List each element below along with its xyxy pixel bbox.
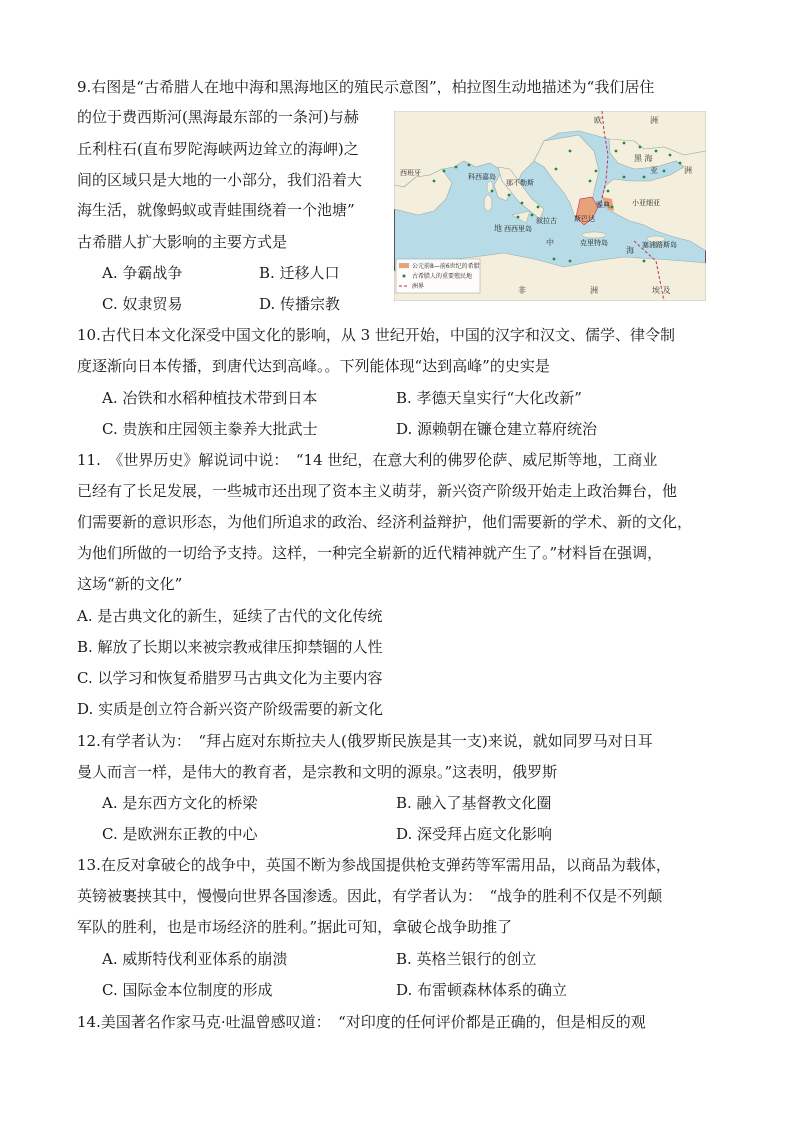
colony-dot bbox=[569, 260, 572, 263]
q11-option-d[interactable]: D. 实质是创立符合新兴资产阶级需要的新文化 bbox=[77, 700, 384, 718]
q13-stem-line: 13.在反对拿破仑的战争中，英国不断为参战国提供枪支弹药等军需用品，以商品为载体， bbox=[77, 856, 671, 874]
greek-colonization-map bbox=[394, 111, 706, 301]
crete-island bbox=[582, 232, 606, 238]
q9-stem-line: 的位于费西斯河(黑海最东部的一条河)与赫 bbox=[77, 108, 359, 126]
map-label-corsica: 科西嘉岛 bbox=[468, 173, 496, 181]
map-label-asia-minor: 小亚细亚 bbox=[632, 199, 660, 207]
q11-stem-line: 已经有了长足发展，一些城市还出现了资本主义萌芽，新兴资产阶级开始走上政治舞台，他 bbox=[77, 482, 678, 500]
colony-dot bbox=[607, 190, 610, 193]
legend-swatch-colony bbox=[403, 275, 406, 278]
colony-dot bbox=[468, 164, 471, 167]
map-label-syracuse: 叙拉古 bbox=[536, 217, 557, 225]
colony-dot bbox=[553, 258, 556, 261]
legend-swatch-greece bbox=[399, 263, 409, 268]
q10-option-b[interactable]: B. 孝德天皇实行“大化改新” bbox=[396, 389, 582, 407]
colony-dot bbox=[443, 170, 446, 173]
q12-option-c[interactable]: C. 是欧洲东正教的中心 bbox=[102, 825, 258, 843]
map-label-cyprus: 塞浦路斯岛 bbox=[642, 241, 677, 249]
colony-dot bbox=[623, 142, 626, 145]
colony-dot bbox=[569, 150, 572, 153]
colony-dot bbox=[663, 170, 666, 173]
colony-dot bbox=[615, 150, 618, 153]
colony-dot bbox=[589, 180, 592, 183]
q13-option-c[interactable]: C. 国际金本位制度的形成 bbox=[102, 981, 273, 999]
q13-stem-line: 军队的胜利，也是市场经济的胜利。”据此可知，拿破仑战争助推了 bbox=[77, 918, 513, 936]
colony-dot bbox=[555, 168, 558, 171]
colony-dot bbox=[611, 206, 614, 209]
q9-option-d[interactable]: D. 传播宗教 bbox=[259, 295, 341, 313]
q11-option-b[interactable]: B. 解放了长期以来被宗教戒律压抑禁锢的人性 bbox=[77, 638, 383, 656]
colony-dot bbox=[433, 180, 436, 183]
q10-stem-line: 10.古代日本文化深受中国文化的影响，从 3 世纪开始，中国的汉字和汉文、儒学、律令制 bbox=[77, 326, 675, 344]
map-region-africa: 非 bbox=[518, 286, 526, 295]
q10-option-d[interactable]: D. 源赖朝在镰仓建立幕府统治 bbox=[396, 420, 598, 438]
colony-dot bbox=[679, 162, 682, 165]
colony-dot bbox=[669, 154, 672, 157]
colony-dot bbox=[491, 190, 494, 193]
colony-dot bbox=[643, 260, 646, 263]
map-region-europe: 欧 bbox=[594, 116, 602, 125]
map-region-asia: 洲 bbox=[684, 166, 692, 175]
legend-label-border: 洲界 bbox=[412, 283, 425, 290]
colony-dot bbox=[595, 170, 598, 173]
q10-stem-line: 度逐渐向日本传播，到唐代达到高峰。。下列能体现“达到高峰”的史实是 bbox=[77, 357, 550, 375]
q9-stem-line: 间的区域只是大地的一小部分，我们沿着大 bbox=[77, 171, 363, 189]
q12-option-b[interactable]: B. 融入了基督教文化圈 bbox=[396, 794, 552, 812]
q13-stem-line: 英镑被裹挟其中，慢慢向世界各国渗透。因此，有学者认为： “战争的胜利不仅是不列颠 bbox=[77, 887, 663, 905]
colony-dot bbox=[537, 206, 540, 209]
q9-stem-line: 海生活，就像蚂蚁或青蛙围绕着一个池塘” bbox=[77, 201, 355, 219]
colony-dot bbox=[455, 166, 458, 169]
map-label-crete: 克里特岛 bbox=[580, 239, 608, 247]
map-region-asia: 亚 bbox=[650, 166, 658, 175]
q9-stem-line: 丘利柱石(直布罗陀海峡两边耸立的海岬)之 bbox=[77, 140, 359, 158]
colony-dot bbox=[521, 202, 524, 205]
map-legend bbox=[396, 259, 480, 293]
q11-stem-line: 11. 《世界历史》解说词中说： “14 世纪，在意大利的佛罗伦萨、威尼斯等地，工商业 bbox=[77, 451, 658, 469]
map-region-egypt: 埃 及 bbox=[652, 286, 671, 295]
colony-dot bbox=[517, 216, 520, 219]
map-region-mediterranean: 海 bbox=[626, 246, 634, 255]
q9-stem-line: 古希腊人扩大影响的主要方式是 bbox=[77, 233, 288, 251]
q11-stem-line: 为他们所做的一切给予支持。这样，一种完全崭新的近代精神就产生了。”材料旨在强调， bbox=[77, 544, 663, 562]
q11-stem-line: 们需要新的意识形态，为他们所追求的政治、经济利益辩护，他们需要新的学术、新的文化， bbox=[77, 513, 693, 531]
q9-stem-line: 9.右图是“古希腊人在地中海和黑海地区的殖民示意图”，柏拉图生动地描述为“我们居住 bbox=[77, 78, 655, 96]
colony-dot bbox=[639, 146, 642, 149]
q10-option-c[interactable]: C. 贵族和庄园领主豢养大批武士 bbox=[102, 420, 318, 438]
q11-option-a[interactable]: A. 是古典文化的新生，延续了古代的文化传统 bbox=[77, 607, 383, 625]
q9-option-c[interactable]: C. 奴隶贸易 bbox=[102, 295, 183, 313]
map-region-africa: 洲 bbox=[590, 286, 598, 295]
map-label-athens: 雅典 bbox=[596, 201, 610, 209]
colony-dot bbox=[643, 176, 646, 179]
map-region-black-sea: 黑 海 bbox=[634, 154, 653, 163]
q11-option-c[interactable]: C. 以学习和恢复希腊罗马古典文化为主要内容 bbox=[77, 669, 383, 687]
legend-label-greece: 公元前8—前6世纪的希腊 bbox=[412, 263, 480, 270]
colony-dot bbox=[508, 194, 511, 197]
map-label-spain: 西班牙 bbox=[400, 169, 421, 177]
q11-stem-line: 这场“新的文化” bbox=[77, 575, 183, 593]
q10-option-a[interactable]: A. 冶铁和水稻种植技术带到日本 bbox=[102, 389, 318, 407]
q12-option-a[interactable]: A. 是东西方文化的桥梁 bbox=[102, 794, 258, 812]
sardinia-island bbox=[484, 195, 492, 211]
q13-option-d[interactable]: D. 布雷顿森林体系的确立 bbox=[396, 981, 568, 999]
map-label-naples: 那不勒斯 bbox=[506, 179, 534, 187]
q14-stem-line: 14.美国著名作家马克·吐温曾感叹道： “对印度的任何评价都是正确的，但是相反的观 bbox=[77, 1013, 646, 1031]
q12-stem-line: 12.有学者认为： “拜占庭对东斯拉夫人(俄罗斯民族是其一支)来说，就如同罗马对日耳 bbox=[77, 732, 653, 750]
q13-option-b[interactable]: B. 英格兰银行的创立 bbox=[396, 950, 537, 968]
colony-dot bbox=[531, 214, 534, 217]
map-region-mediterranean: 地 bbox=[494, 224, 502, 233]
colony-dot bbox=[623, 176, 626, 179]
map-label-sparta: 斯巴达 bbox=[574, 215, 595, 223]
map-region-mediterranean: 中 bbox=[546, 238, 554, 247]
q9-option-a[interactable]: A. 争霸战争 bbox=[102, 264, 183, 282]
colony-dot bbox=[655, 150, 658, 153]
q12-stem-line: 曼人而言一样，是伟大的教育者，是宗教和文明的源泉。”这表明，俄罗斯 bbox=[77, 763, 558, 781]
map-region-europe: 洲 bbox=[650, 116, 658, 125]
legend-label-colony: 古希腊人的重要殖民地 bbox=[412, 273, 473, 280]
q9-option-b[interactable]: B. 迁移人口 bbox=[259, 264, 340, 282]
q13-option-a[interactable]: A. 威斯特伐利亚体系的崩溃 bbox=[102, 950, 288, 968]
q12-option-d[interactable]: D. 深受拜占庭文化影响 bbox=[396, 825, 553, 843]
map-label-sicily: 西西里岛 bbox=[504, 225, 532, 233]
